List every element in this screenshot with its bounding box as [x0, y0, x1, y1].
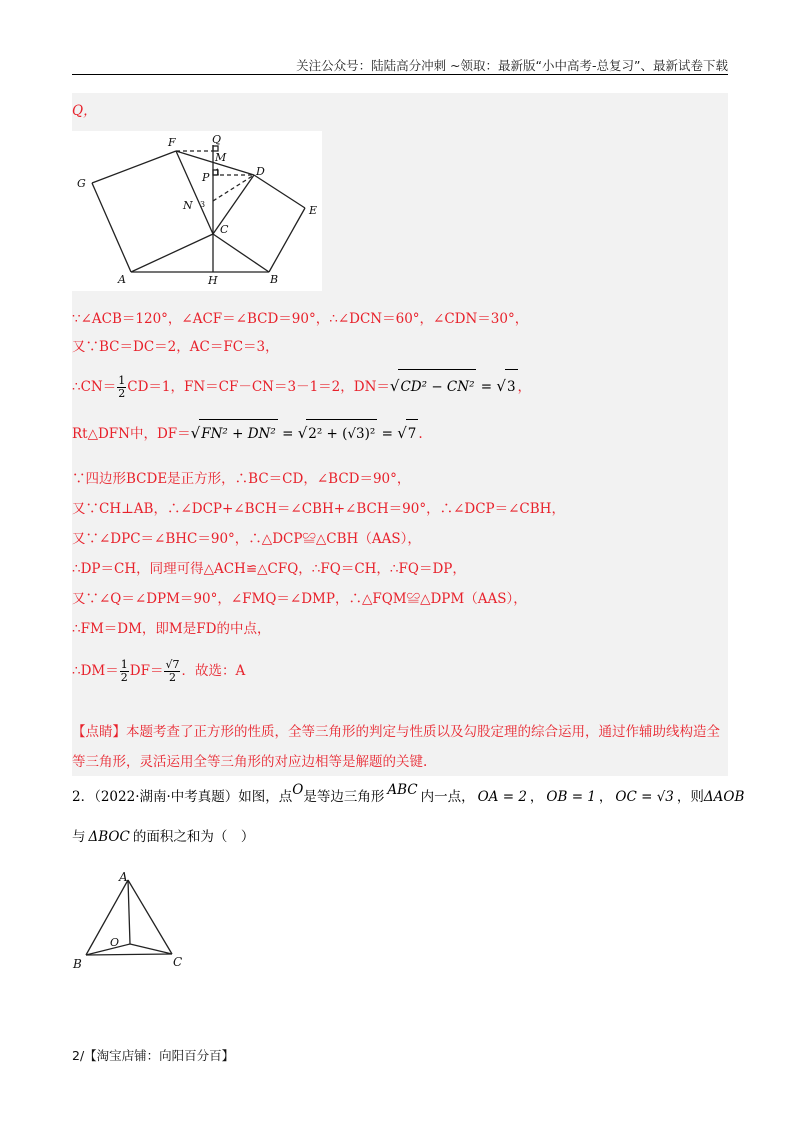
- q-triangle-abc: ABC: [387, 782, 418, 798]
- line-CO: [130, 944, 172, 954]
- header-divider: [72, 74, 728, 75]
- q-oc: OC = √3: [615, 789, 674, 805]
- label-G: G: [77, 177, 86, 190]
- label-H: H: [208, 274, 218, 287]
- label-P: P: [202, 171, 210, 184]
- page-header: 关注公众号：陆陆高分冲刺 ~领取：最新版“小中高考-总复习”、最新试卷下载: [296, 58, 728, 73]
- line-BC2: [86, 954, 172, 955]
- frac-num-2: 1: [120, 658, 128, 671]
- fraction-half-2: [120, 659, 129, 684]
- line4-text-d: .: [418, 426, 423, 442]
- line11-text-b: DF＝: [129, 663, 164, 679]
- sqrt-expr-2: √FN² + DN² = √2² + (√3)² = √7: [191, 426, 419, 442]
- q-text-a: 2．（2022·湖南·中考真题）如图，点: [72, 789, 293, 805]
- line-ND: [213, 175, 254, 201]
- angle-label-1: 1: [215, 168, 221, 177]
- solution-line-5: ∵四边形BCDE是正方形，∴BC＝CD，∠BCD＝90°，: [72, 471, 411, 487]
- solution-line-6: 又∵CH⊥AB，∴∠DCP+∠BCH＝∠CBH+∠BCH＝90°，∴∠DCP＝∠CBH，: [72, 501, 565, 517]
- label-A: A: [118, 273, 126, 286]
- q-point-o: O: [292, 782, 304, 798]
- solution-line-11: [72, 653, 245, 689]
- geometry-figure-2: [72, 868, 192, 973]
- line-CB: [213, 234, 269, 272]
- q-ob: OB = 1: [546, 789, 596, 805]
- geometry-figure-1: [72, 131, 322, 291]
- label-D: D: [256, 165, 265, 178]
- q-oa: OA = 2: [477, 789, 527, 805]
- line11-text-c: ．故选：A: [181, 663, 246, 679]
- line-AO: [128, 880, 130, 944]
- label-C: C: [220, 223, 229, 236]
- q-triangle-boc: ΔBOC: [88, 829, 130, 845]
- line3-text-b: CD＝1，FN＝CF－CN＝3－1＝2，DN＝: [127, 379, 390, 395]
- label-B2: B: [73, 957, 82, 971]
- q-text-d: ，则: [676, 789, 704, 805]
- solution-comment: 【点睛】本题考查了正方形的性质，全等三角形的判定与性质以及勾股定理的综合运用，通过作辅助线构造全等三角形，灵活运用全等三角形的对应边相等是解题的关键.: [72, 724, 720, 770]
- solution-line-4: [72, 419, 423, 448]
- line-GA: [92, 183, 131, 272]
- q-text-e: 与: [72, 829, 86, 845]
- q-triangle-aob: ΔAOB: [703, 789, 745, 805]
- line-BO: [86, 944, 130, 955]
- q-comma-2: ，: [598, 789, 613, 805]
- q-text-c: 内一点，: [420, 789, 475, 805]
- line-EB: [269, 208, 305, 272]
- solution-line-3: [72, 369, 531, 404]
- frac-num: 1: [118, 374, 126, 387]
- frac-num-3: √7: [165, 658, 180, 671]
- line3-text-a: ∴CN＝: [72, 379, 117, 395]
- solution-line-8: ∴DP＝CH，同理可得△ACH≌△CFQ，∴FQ＝CH，∴FQ＝DP，: [72, 561, 466, 577]
- frac-den-2: 2: [120, 671, 128, 684]
- question-line-2: [72, 825, 728, 849]
- q-text-b: 是等边三角形: [303, 789, 385, 805]
- sqrt-content-1: CD² − CN²: [398, 369, 476, 404]
- sqrt-content-3: FN² + DN²: [199, 419, 278, 448]
- line3-text-d: ，: [517, 379, 532, 395]
- eq-sign-3: =: [377, 426, 398, 442]
- label-E: E: [309, 204, 318, 217]
- sqrt-content-2: 3: [505, 369, 518, 404]
- label-M: M: [215, 151, 227, 164]
- frac-den-3: 2: [168, 671, 176, 684]
- label-N: N: [183, 199, 193, 212]
- q-text-f: 的面积之和为（ ）: [132, 829, 255, 845]
- label-A2: A: [119, 870, 128, 884]
- eq-sign: =: [476, 379, 497, 395]
- question-line-1: [72, 782, 745, 809]
- label-Q: Q: [212, 133, 222, 146]
- solution-line-9: 又∵∠Q＝∠DPM＝90°，∠FMQ＝∠DMP，∴△FQM≌△DPM（AAS），: [72, 591, 527, 607]
- sqrt-content-4: 2² + (√3)²: [306, 419, 377, 448]
- solution-line-7: 又∵∠DPC＝∠BHC＝90°，∴△DCP≌△CBH（AAS），: [72, 531, 421, 547]
- fraction-sqrt7: [164, 659, 180, 684]
- line-FG: [92, 151, 176, 183]
- line-DE: [254, 175, 305, 208]
- q-label: Q，: [72, 103, 97, 119]
- solution-line-10: ∴FM＝DM，即M是FD的中点，: [72, 621, 271, 637]
- q-comma-1: ，: [529, 789, 544, 805]
- question-2: [72, 782, 745, 849]
- sqrt-expr-1: √CD² − CN² = √3: [390, 379, 518, 395]
- line4-text-a: Rt△DFN中，DF＝: [72, 426, 191, 442]
- sqrt-content-5: 7: [406, 419, 419, 448]
- line-AB2: [86, 880, 128, 955]
- line-CF: [176, 151, 213, 234]
- angle-label-3: 3: [200, 200, 206, 209]
- eq-sign-2: =: [277, 426, 298, 442]
- geometry-figure-1-svg: [72, 131, 322, 291]
- line11-text-a: ∴DM＝: [72, 663, 119, 679]
- label-C2: C: [173, 955, 183, 969]
- line-AC2: [128, 880, 172, 954]
- solution-block: [72, 93, 728, 776]
- solution-line-1: ∵∠ACB＝120°，∠ACF＝∠BCD＝90°，∴∠DCN＝60°，∠CDN＝30°，: [72, 311, 529, 327]
- label-O2: O: [110, 936, 120, 949]
- line-AC: [131, 234, 213, 272]
- label-F: F: [168, 136, 176, 149]
- geometry-figure-2-svg: [72, 868, 192, 973]
- fraction-half: [117, 375, 126, 400]
- label-B: B: [270, 273, 279, 286]
- solution-line-2: 又∵BC＝DC＝2，AC＝FC＝3，: [72, 339, 279, 355]
- frac-den: 2: [118, 387, 126, 400]
- page-footer: 2/【淘宝店铺：向阳百分百】: [72, 1048, 235, 1063]
